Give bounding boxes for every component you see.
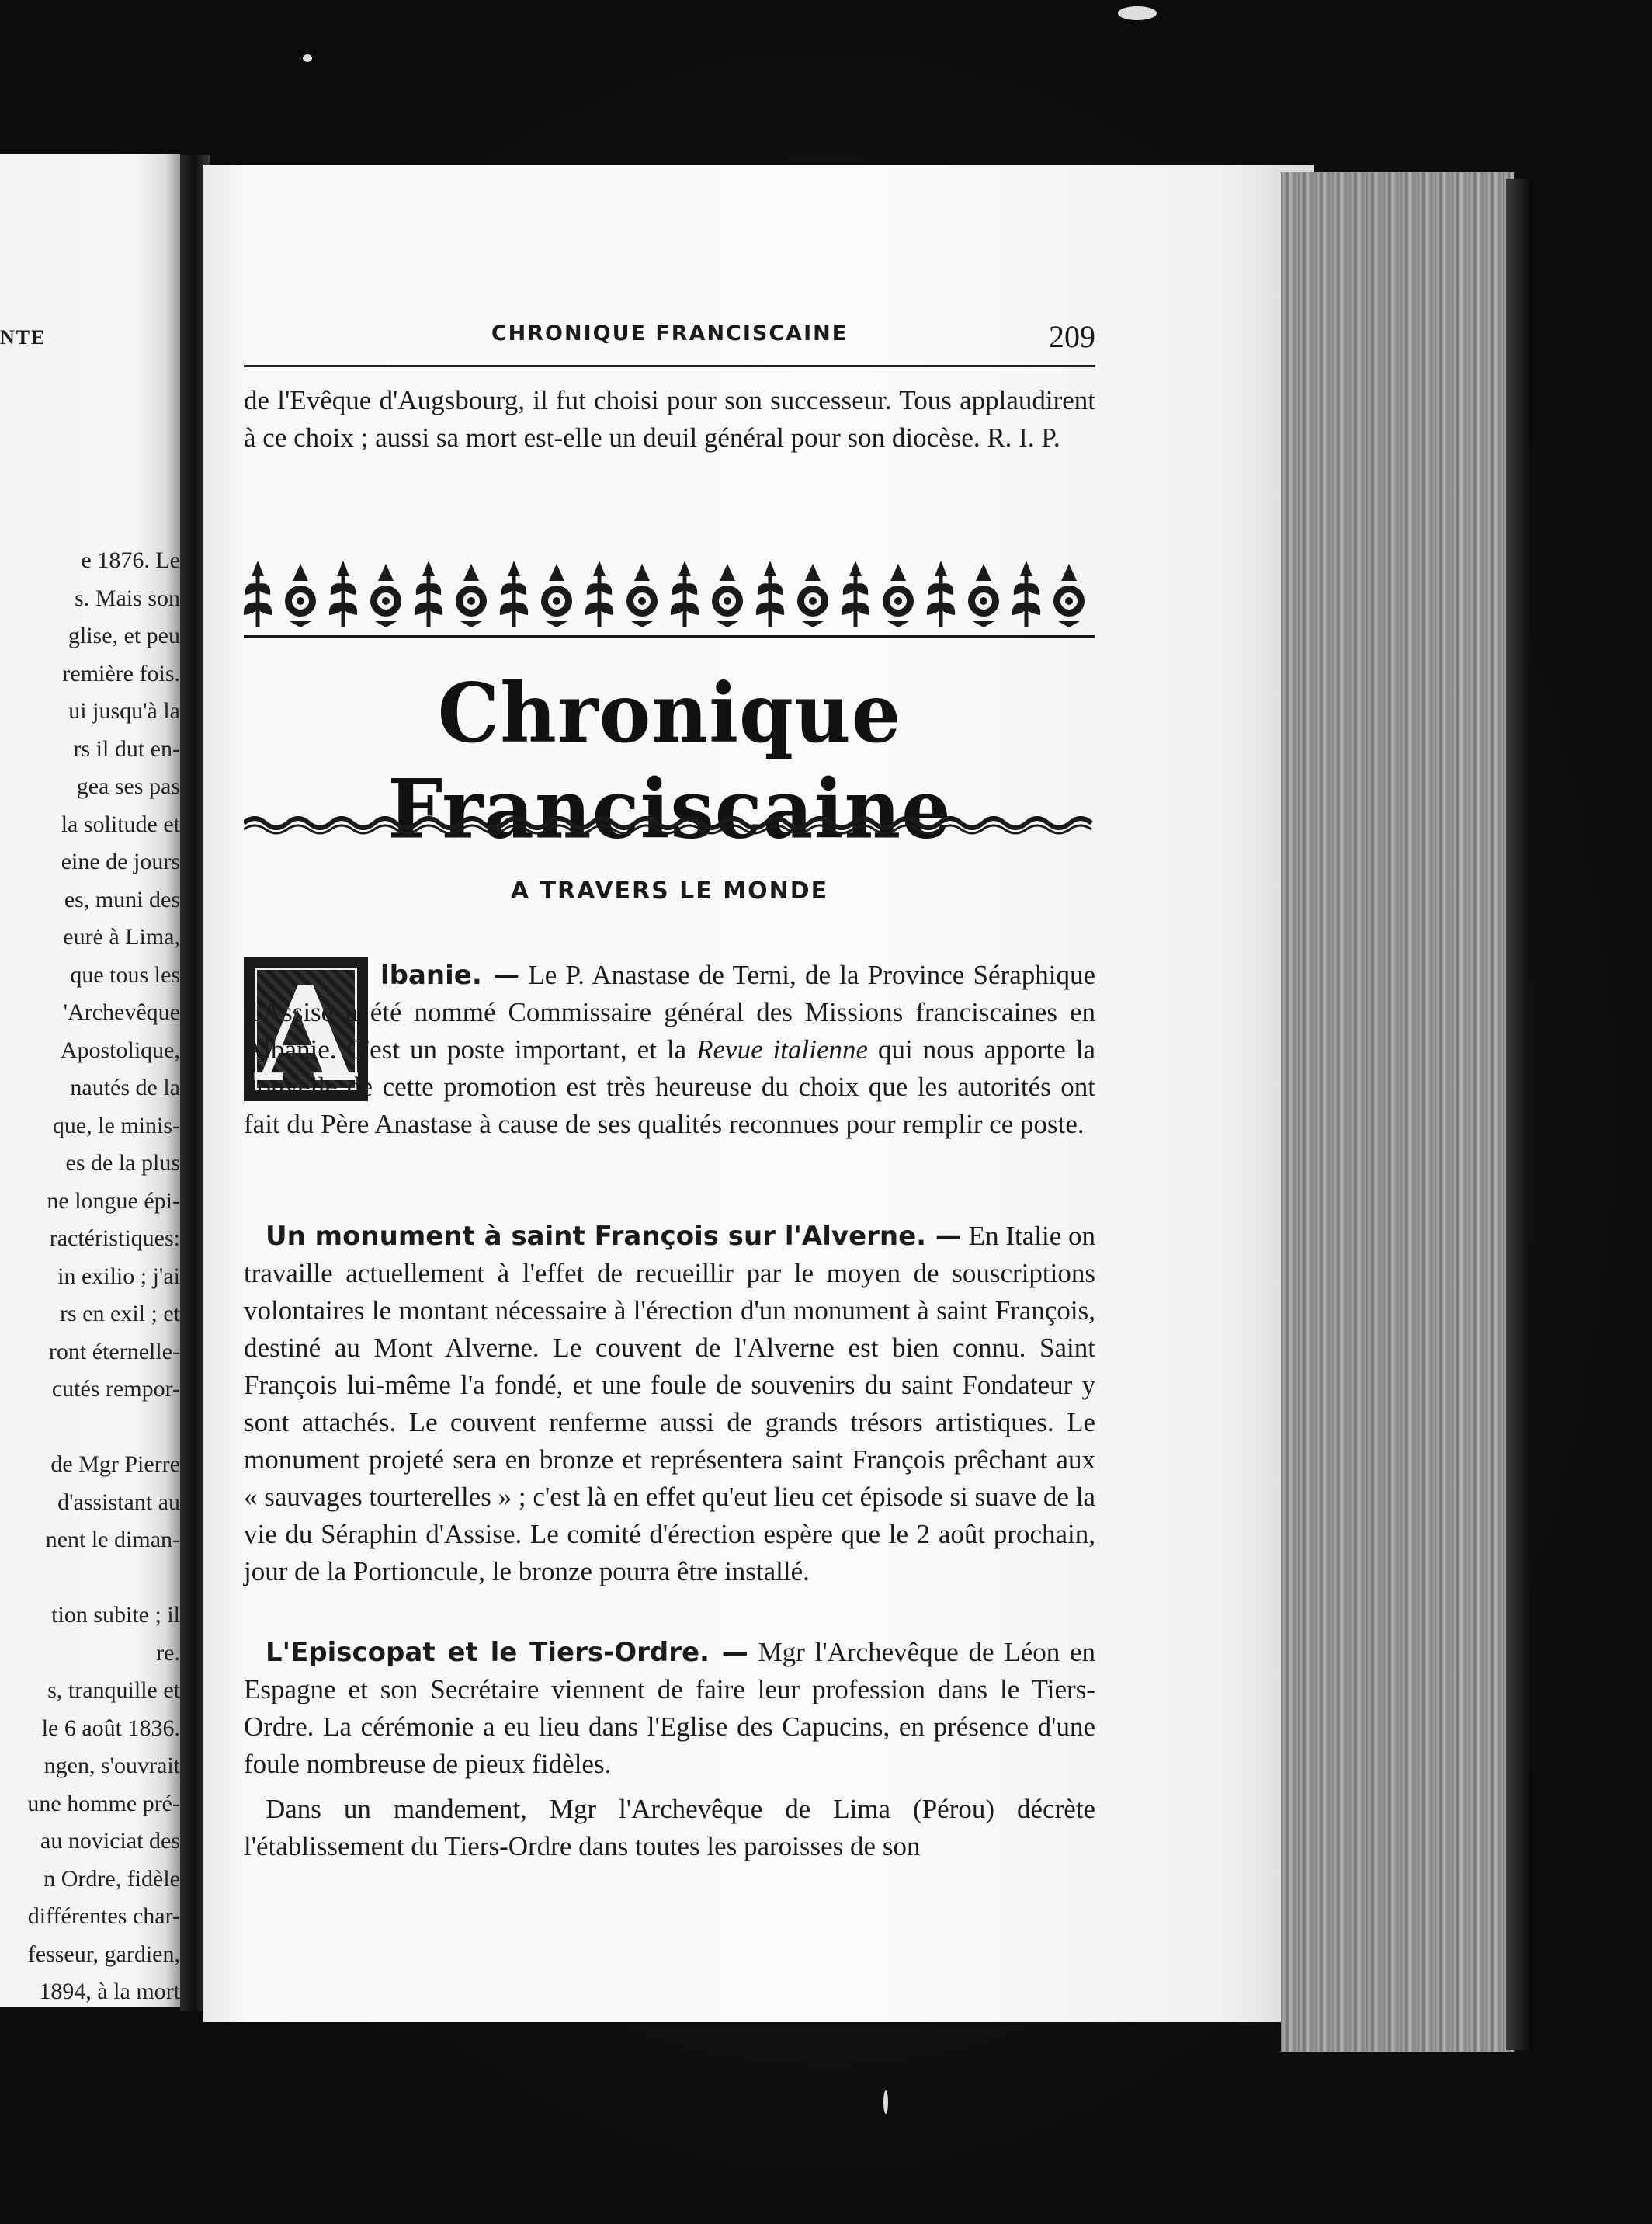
left-page-line: la solitude et — [61, 811, 180, 837]
left-page-line: es de la plus — [65, 1150, 180, 1176]
article-monument-lead: Un monument à saint François sur l'Alverne. — — [266, 1221, 962, 1252]
left-page-line: cutés rempor- — [51, 1376, 180, 1402]
section-heading: A TRAVERS LE MONDE — [510, 877, 829, 905]
floral-ornament-band — [244, 550, 1095, 638]
left-page-line: nautés de la — [70, 1075, 180, 1100]
left-page-line: nent le diman- — [45, 1527, 180, 1552]
article-albanie-text-1: Le P. Anastase de Terni, de la Province Séraphique d'Assise a été nommé Commissaire général des Missions franciscaines en Albanie. C'est un poste important, et la — [244, 960, 1095, 1065]
left-page-line: Apostolique, — [60, 1037, 180, 1063]
page-edges — [1281, 172, 1514, 2052]
left-page-line: ne longue épi- — [47, 1187, 180, 1214]
article-albanie-italic: Revue italienne — [696, 1034, 869, 1065]
left-page-line: que, le minis- — [52, 1112, 180, 1138]
wave-ornament-icon — [244, 806, 1095, 837]
left-page-line: fesseur, gardien, — [27, 1941, 180, 1967]
left-page-line: ui jusqu'à la — [68, 698, 180, 724]
left-page-line: re. — [156, 1639, 180, 1666]
left-page-line: es, muni des — [64, 886, 180, 912]
left-page-line: ractéristiques: — [49, 1225, 180, 1251]
running-title: CHRONIQUE FRANCISCAINE — [491, 321, 849, 346]
left-running-head: NTE — [0, 326, 47, 349]
left-page-line: rs il dut en- — [73, 735, 180, 762]
dust-speck — [1118, 6, 1157, 20]
left-page-line: eurė à Lima, — [63, 924, 180, 950]
article-monument — [244, 1218, 1095, 1590]
page-edges-shadow — [1506, 179, 1529, 2050]
article-episcopat-lead: L'Episcopat et le Tiers-Ordre. — — [266, 1637, 748, 1668]
running-head — [244, 321, 1095, 353]
article-lima: Dans un mandement, Mgr l'Archevêque de Lima (Pérou) décrète l'établissement du Tiers-Ordre dans toutes les paroisses de son — [244, 1794, 1095, 1861]
intro-paragraph: de l'Evêque d'Augsbourg, il fut choisi pour son successeur. Tous applaudirent à ce choix ; aussi sa mort est-elle un deuil général pour son diocèse. R. I. P. — [244, 385, 1095, 453]
left-page-line: 1894, à la mort — [39, 1979, 180, 2004]
article-albanie-text-2: qui nous apporte la nouvelle de cette promotion est très heureuse du choix que les autorités ont fait du Père Anastase à cause de ses qualités reconnues pour remplir ce poste. — [244, 1034, 1095, 1139]
left-page-line: au noviciat des — [40, 1828, 180, 1854]
article-episcopat-text: Mgr l'Archevêque de Léon en Espagne et son Secrétaire viennent de faire leur profession dans le Tiers-Ordre. La cérémonie a eu lieu dans l'Eglise des Capucins, en présence d'une foule nombreuse de pieux fidèles. — [244, 1637, 1095, 1779]
left-page-line: s, tranquille et — [47, 1677, 180, 1703]
left-page-line: 'Archevêque — [63, 999, 180, 1025]
left-page-line: tion subite ; il — [51, 1602, 180, 1628]
left-page-line: que tous les — [70, 961, 180, 988]
left-page-line: gea ses pas — [76, 773, 180, 799]
header-rule — [244, 365, 1095, 367]
floral-ornament-icon — [244, 550, 1095, 635]
article-albanie — [244, 957, 1095, 1143]
left-page-line: remière fois. — [62, 660, 180, 686]
left-page-line: d'assistant au — [57, 1489, 180, 1515]
article-monument-text: En Italie on travaille actuellement à l'effet de recueillir par le moyen de souscriptions volontaires le montant nécessaire à l'érection d'un monument à saint François, destiné au Mont Alverne. Le couvent de l'Alverne est bien connu. Saint François lui-même l'a fondé, et une foule de souvenirs du saint Fondateur y sont attachés. Le couvent renferme aussi de grands trésors artistiques. Le monument projeté sera en bronze et représentera saint François prêchant aux « sauvages tourterelles » ; c'est là en effet qu'eut lieu cet épisode si suave de la vie du Séraphin d'Assise. Le comité d'érection espère que le 2 août prochain, jour de la Portioncule, le bronze pourra être installé. — [244, 1221, 1095, 1586]
left-page-line — [0, 1409, 180, 1447]
left-page-line — [0, 1559, 180, 1597]
left-facing-page — [0, 154, 180, 2007]
article-albanie-lead: lbanie. — — [380, 960, 520, 991]
wave-ornament — [244, 806, 1095, 837]
left-page-line: s. Mais son — [75, 585, 180, 611]
page-content — [244, 0, 1095, 2224]
left-page-line: ront éternelle- — [48, 1338, 180, 1364]
left-page-line: e 1876. Le — [81, 547, 180, 573]
left-page-line: rs en exil ; et — [60, 1301, 180, 1326]
left-page-line: de Mgr Pierre — [50, 1451, 180, 1477]
article-episcopat — [244, 1634, 1095, 1783]
left-page-line: ngen, s'ouvrait — [43, 1753, 180, 1778]
left-page-line: eine de jours — [61, 849, 180, 874]
left-page-line: différentes char- — [27, 1903, 180, 1929]
dropcap-letter: A — [255, 957, 357, 1111]
main-title: Chronique Franciscaine — [387, 665, 952, 857]
left-page-line: une homme pré- — [27, 1790, 180, 1816]
left-page-line: glise, et peu — [68, 623, 180, 648]
page-number: 209 — [1049, 319, 1095, 354]
left-page-line: n Ordre, fidèle — [43, 1865, 180, 1892]
left-page-line: le 6 août 1836. — [41, 1715, 180, 1741]
left-page-text — [0, 542, 180, 2007]
left-page-line: in exilio ; j'ai — [57, 1263, 180, 1289]
